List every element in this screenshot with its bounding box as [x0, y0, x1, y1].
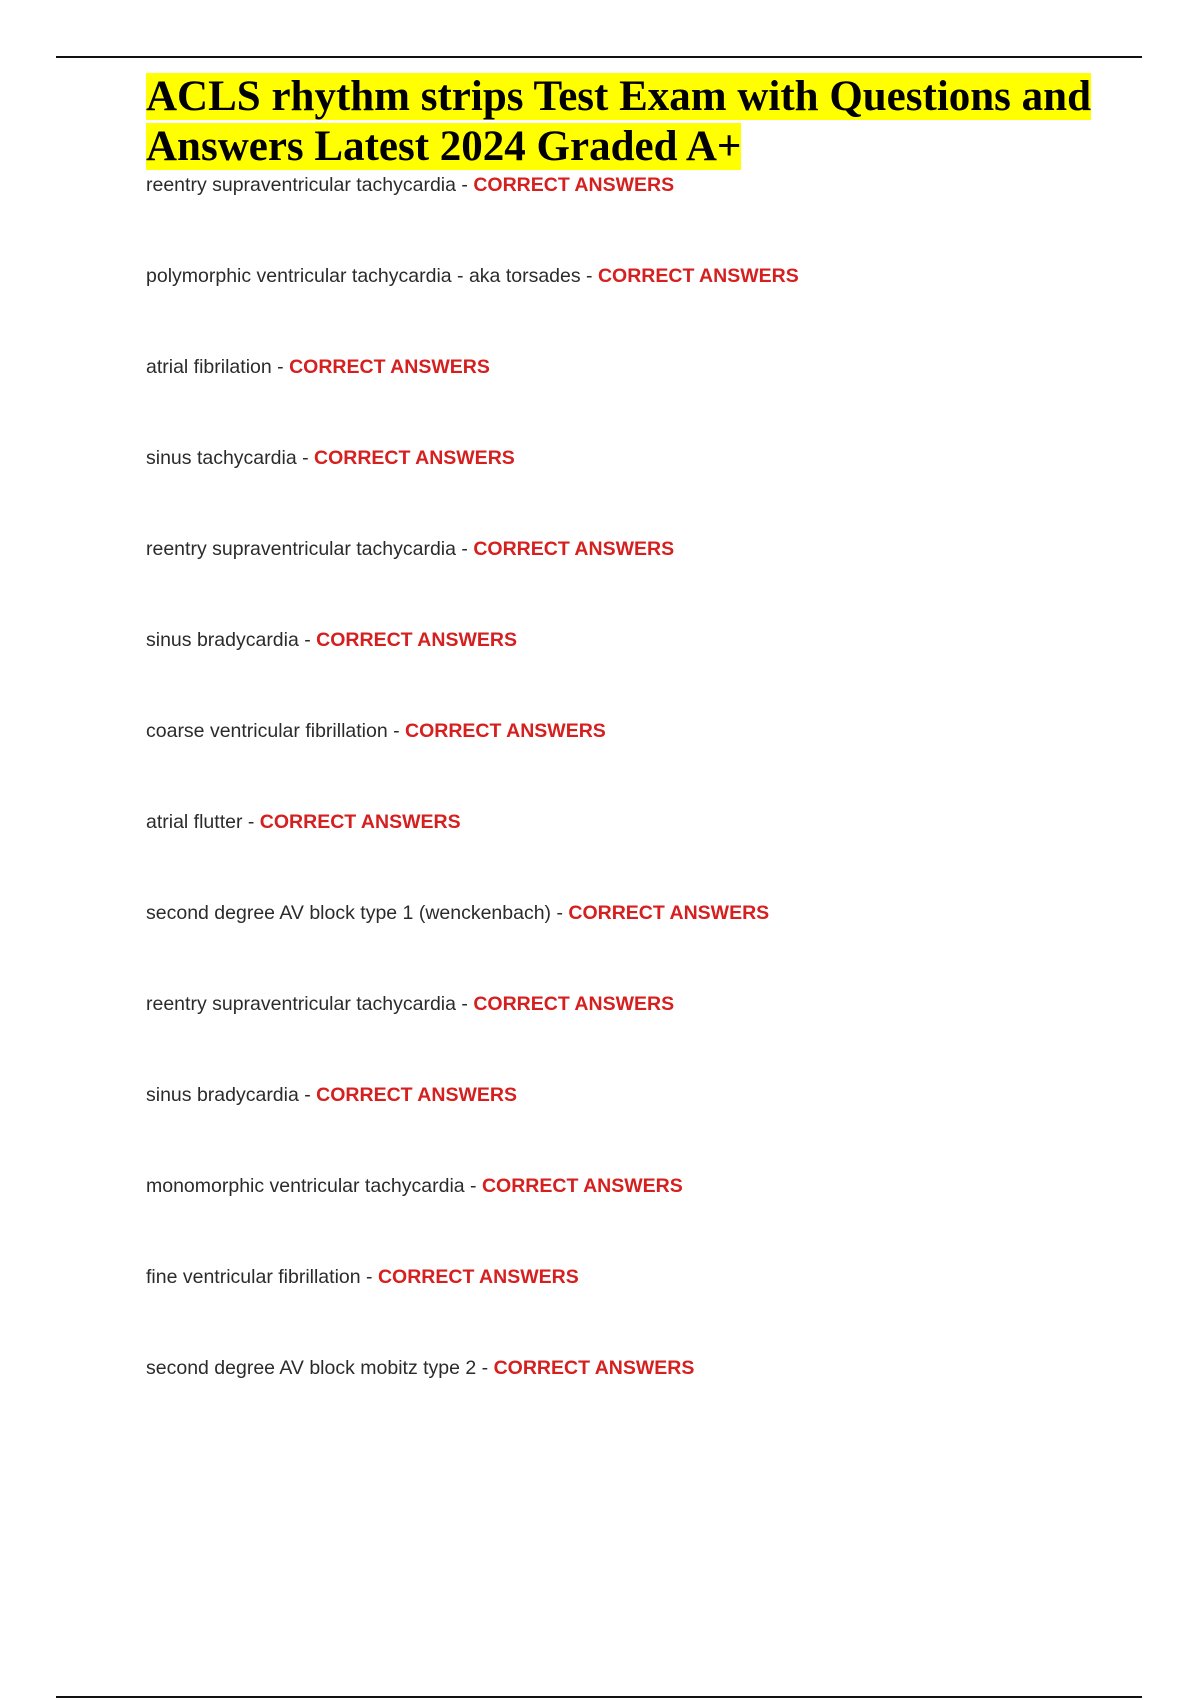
title-highlight: ACLS rhythm strips Test Exam with Questions and Answers Latest 2024 Graded A+ [146, 73, 1091, 170]
question-text: monomorphic ventricular tachycardia - [146, 1175, 482, 1197]
question-text: reentry supraventricular tachycardia - [146, 538, 474, 560]
question-text: sinus bradycardia - [146, 629, 317, 651]
answer-text: CORRECT ANSWERS [316, 1084, 517, 1106]
qa-item [146, 720, 1106, 811]
qa-item [146, 174, 1106, 265]
question-text: second degree AV block mobitz type 2 - [146, 1357, 494, 1379]
answer-text: CORRECT ANSWERS [259, 811, 461, 833]
qa-item [146, 1175, 1106, 1266]
answer-text: CORRECT ANSWERS [314, 447, 515, 469]
answer-text: CORRECT ANSWERS [481, 1175, 683, 1197]
qa-list [146, 174, 1106, 1448]
answer-text: CORRECT ANSWERS [568, 902, 770, 924]
question-text: reentry supraventricular tachycardia - [146, 174, 474, 196]
qa-item [146, 538, 1106, 629]
qa-item [146, 356, 1106, 447]
document-title [146, 72, 1106, 172]
qa-item [146, 811, 1106, 902]
question-text: fine ventricular fibrillation - [146, 1266, 378, 1288]
qa-item [146, 265, 1106, 356]
question-text: second degree AV block type 1 (wenckenbach) - [146, 902, 569, 924]
qa-item [146, 447, 1106, 538]
answer-text: CORRECT ANSWERS [473, 174, 675, 196]
answer-text: CORRECT ANSWERS [405, 720, 606, 742]
qa-item [146, 902, 1106, 993]
document-body [146, 72, 1106, 1448]
question-text: sinus tachycardia - [146, 447, 314, 469]
qa-item [146, 1357, 1106, 1448]
answer-text: CORRECT ANSWERS [473, 993, 675, 1015]
qa-item [146, 629, 1106, 720]
question-text: sinus bradycardia - [146, 1084, 317, 1106]
qa-item [146, 1084, 1106, 1175]
question-text: atrial fibrilation - [146, 356, 290, 378]
answer-text: CORRECT ANSWERS [597, 265, 799, 287]
bottom-rule [56, 1696, 1142, 1698]
answer-text: CORRECT ANSWERS [316, 629, 517, 651]
answer-text: CORRECT ANSWERS [377, 1266, 579, 1288]
top-rule [56, 56, 1142, 58]
question-text: polymorphic ventricular tachycardia - aka torsades - [146, 265, 598, 287]
question-text: reentry supraventricular tachycardia - [146, 993, 474, 1015]
qa-item [146, 1266, 1106, 1357]
question-text: coarse ventricular fibrillation - [146, 720, 406, 742]
answer-text: CORRECT ANSWERS [473, 538, 675, 560]
answer-text: CORRECT ANSWERS [289, 356, 490, 378]
qa-item [146, 993, 1106, 1084]
answer-text: CORRECT ANSWERS [493, 1357, 695, 1379]
question-text: atrial flutter - [146, 811, 260, 833]
